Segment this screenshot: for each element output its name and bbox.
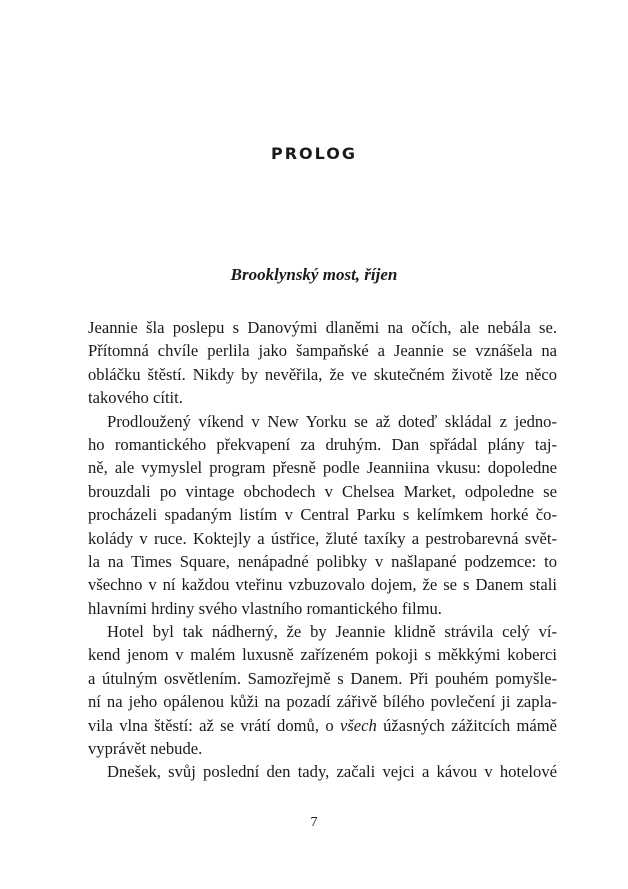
text-fragment: úžasných zážitcích mámě: [376, 715, 557, 735]
text-line: a útulným osvětlením. Samozřejmě s Danem. Při pouhém pomyšle-: [88, 668, 557, 688]
text-line: Hotel byl tak nádherný, že by Jeannie klidně strávila celý ví-: [107, 622, 557, 642]
text-fragment: vila vlna štěstí: až se vrátí domů, o: [88, 715, 340, 735]
text-line: la na Times Square, nenápadné polibky v našlapané podzemce: to: [88, 551, 557, 571]
text-line: Jeannie šla poslepu s Danovými dlaněmi na očích, ale nebála se.: [88, 318, 557, 337]
text-line: ně, ale vymyslel program přesně podle Jeanniina vkusu: dopoledne: [88, 458, 557, 478]
text-line: procházeli spadaným listím v Central Parku s kelímkem horké čo-: [88, 505, 557, 525]
text-line: ní na jeho opálenou kůži na pozadí zářivě bílého povlečení ji zapla-: [88, 692, 557, 712]
text-line: kend jenom v malém luxusně zařízeném pokoji s měkkými koberci: [88, 645, 557, 665]
text-line: Prodloužený víkend v New Yorku se až doteď skládal z jedno-: [107, 411, 557, 431]
text-line: brouzdali po vintage obchodech v Chelsea Market, odpoledne se: [88, 481, 557, 501]
chapter-subtitle: Brooklynský most, říjen: [230, 265, 398, 284]
emphasized-word: všech: [339, 715, 377, 735]
text-line: hlavními hrdiny svého vlastního romantického filmu.: [88, 598, 442, 618]
body-text: [88, 316, 557, 784]
text-line: všechno v ní každou vteřinu vzbuzovalo dojem, že se s Danem stali: [88, 575, 557, 595]
text-line: takového cítit.: [88, 388, 183, 408]
text-line: obláčku štěstí. Nikdy by nevěřila, že ve skutečném životě lze něco: [88, 364, 557, 384]
text-line: vyprávět nebude.: [88, 739, 203, 759]
text-line: ho romantického překvapení za druhým. Dan spřádal plány taj-: [88, 434, 557, 454]
page-number: 7: [310, 815, 318, 830]
text-line: kolády v ruce. Koktejly a ústřice, žluté taxíky a pestrobarevná svět-: [88, 528, 557, 548]
text-line: Dnešek, svůj poslední den tady, začali vejci a kávou v hotelové: [107, 762, 557, 782]
text-line: [88, 714, 557, 737]
chapter-title: PROLOG: [270, 144, 357, 163]
text-line: Přítomná chvíle perlila jako šampaňské a Jeannie se vznášela na: [88, 341, 557, 361]
